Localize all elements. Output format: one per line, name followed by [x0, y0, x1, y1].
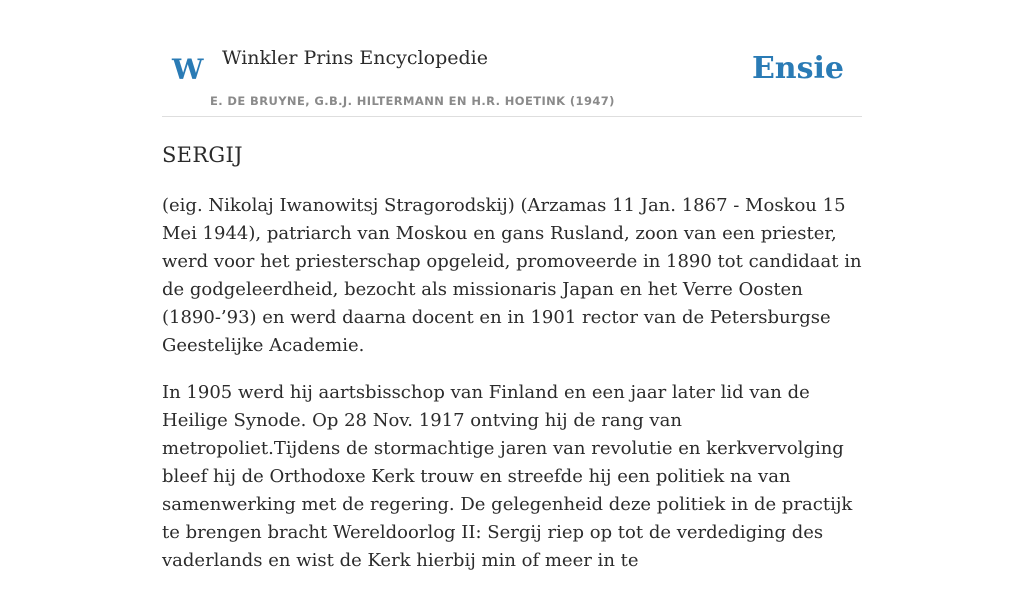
work-authors: E. DE BRUYNE, G.B.J. HILTERMANN EN H.R. HOETINK (1947)	[210, 94, 615, 108]
article-title: SERGIJ	[162, 143, 243, 167]
article-paragraph-2: In 1905 werd hij aartsbisschop van Finland en een jaar later lid van de Heilige Synode. Op 28 Nov. 1917 ontving hij de rang van metropoliet.Tijdens de stormachtige jaren van revolutie en kerkvervolging bleef hij de Orthodoxe Kerk trouw en streefde hij een politiek na van samenwerking met de regering. De gelegenheid deze politiek in de practijk te brengen bracht Wereldoorlog II: Sergij riep op tot de verdediging des vaderlands en wist de Kerk hierbij min of meer in te	[162, 382, 853, 571]
work-title-link[interactable]: Winkler Prins Encyclopedie	[222, 47, 488, 69]
article-body	[162, 192, 862, 594]
article-paragraph-1: (eig. Nikolaj Iwanowitsj Stragorodskij) (Arzamas 11 Jan. 1867 - Moskou 15 Mei 1944), patriarch van Moskou en gans Rusland, zoon van een priester, werd voor het priesterschap opgeleid, promoveerde in 1890 tot candidaat in de godgeleerdheid, bezocht als missionaris Japan en het Verre Oosten (1890-’93) en werd daarna docent en in 1901 rector van de Petersburgse Geestelijke Academie.	[162, 195, 862, 356]
site-header	[162, 0, 862, 117]
work-logo-icon[interactable]: W	[172, 53, 204, 86]
ensie-logo[interactable]: Ensie	[751, 51, 844, 86]
